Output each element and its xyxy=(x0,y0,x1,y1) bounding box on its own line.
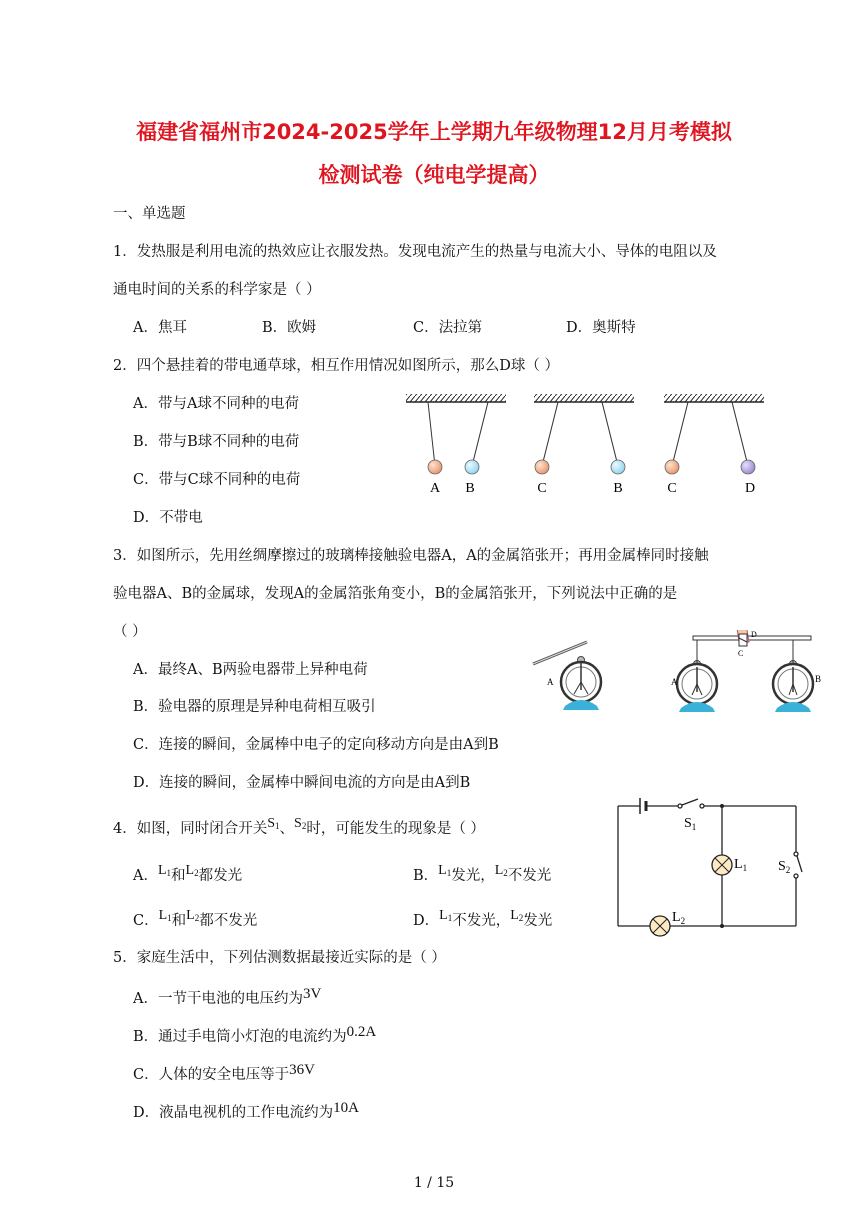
lamp-l2 xyxy=(650,916,670,936)
section-heading: 一、单选题 xyxy=(113,206,186,222)
ball-c xyxy=(535,460,549,474)
q1-stem-line2: 通电时间的关系的科学家是（ ） xyxy=(113,282,321,298)
q4-symbol-s2: $S_2$ xyxy=(294,816,307,831)
q4-option-a: A．$L_1$和$L_2$都发光 xyxy=(133,863,243,884)
label-b2: B xyxy=(613,481,623,496)
q5-option-c: C．人体的安全电压等于36V xyxy=(133,1062,315,1083)
label-l1: $L_1$ xyxy=(734,857,748,873)
q3-option-b: B．验电器的原理是异种电荷相互吸引 xyxy=(133,699,376,715)
q2-option-d: D．不带电 xyxy=(133,510,203,526)
hand-label-d: D xyxy=(751,630,757,639)
electroscope-label-b: B xyxy=(815,674,822,684)
ceiling-group-1 xyxy=(406,394,506,474)
q4-option-b: B．$L_1$发光，$L_2$不发光 xyxy=(413,863,552,884)
q1-option-c: C．法拉第 xyxy=(413,320,483,336)
q1-option-d: D．奥斯特 xyxy=(566,320,636,336)
q4-separator: 、 xyxy=(279,821,295,837)
lamp-l1 xyxy=(712,855,732,875)
ball-c2 xyxy=(665,460,679,474)
q3-stem-line3: （ ） xyxy=(113,624,147,640)
electroscope-label-a2: A xyxy=(671,677,678,687)
q3-option-c: C．连接的瞬间，金属棒中电子的定向移动方向是由A到B xyxy=(133,737,499,753)
q4-circuit-diagram xyxy=(610,790,810,938)
q2-stem: 2．四个悬挂着的带电通草球，相互作用情况如图所示，那么D球（ ） xyxy=(113,358,559,374)
q5-option-a: A．一节干电池的电压约为3V xyxy=(133,986,322,1007)
q2-pith-balls-figure xyxy=(400,390,770,500)
q4-option-d: D．$L_1$不发光，$L_2$发光 xyxy=(413,908,553,929)
document-title-line2: 检测试卷（纯电学提高） xyxy=(318,163,550,187)
q3-stem-line2: 验电器A、B的金属球，发现A的金属箔张角变小，B的金属箔张开，下列说法中正确的是 xyxy=(113,586,678,602)
ball-a xyxy=(428,460,442,474)
electroscopes-connected xyxy=(671,630,821,712)
label-c: C xyxy=(537,481,547,496)
label-d: D xyxy=(744,481,756,496)
document-title-line1: 福建省福州市2024-2025学年上学期九年级物理12月月考模拟 xyxy=(136,120,732,144)
q4-option-c: C．$L_1$和$L_2$都不发光 xyxy=(133,908,258,929)
q3-option-d: D．连接的瞬间，金属棒中瞬间电流的方向是由A到B xyxy=(133,775,471,791)
ball-b2 xyxy=(611,460,625,474)
label-s2: $S_2$ xyxy=(778,859,791,875)
q4-stem-part2: 时，可能发生的现象是（ ） xyxy=(306,821,485,837)
label-l2: $L_2$ xyxy=(672,910,686,926)
q3-stem-line1: 3．如图所示，先用丝绸摩擦过的玻璃棒接触验电器A，A的金属箔张开；再用金属棒同时接触 xyxy=(113,548,709,564)
electroscope-label-a: A xyxy=(547,677,554,687)
label-c2: C xyxy=(667,481,677,496)
q5-option-d: D．液晶电视机的工作电流约为10A xyxy=(133,1100,359,1121)
q5-stem: 5．家庭生活中，下列估测数据最接近实际的是（ ） xyxy=(113,950,446,966)
ceiling-group-3 xyxy=(664,394,764,474)
q2-option-a: A．带与A球不同种的电荷 xyxy=(133,396,299,412)
label-s1: $S_1$ xyxy=(684,816,697,832)
q4-stem-part1: 4．如图，同时闭合开关 xyxy=(113,821,268,837)
label-a: A xyxy=(429,481,441,496)
q5-option-b: B．通过手电筒小灯泡的电流约为0.2A xyxy=(133,1024,377,1045)
ball-d xyxy=(741,460,755,474)
ball-b xyxy=(465,460,479,474)
q4-symbol-s1: $S_1$ xyxy=(267,816,280,831)
q3-option-a: A．最终A、B两验电器带上异种电荷 xyxy=(133,662,368,678)
label-b: B xyxy=(465,481,475,496)
ceiling-group-2 xyxy=(534,394,634,474)
q2-option-b: B．带与B球不同种的电荷 xyxy=(133,434,300,450)
q2-option-c: C．带与C球不同种的电荷 xyxy=(133,472,301,488)
q1-stem-line1: 1．发热服是利用电流的热效应让衣服发热。发现电流产生的热量与电流大小、导体的电阻以及 xyxy=(113,244,717,260)
rod-label-c: C xyxy=(738,649,744,658)
q4-stem xyxy=(113,816,485,842)
q1-option-b: B．欧姆 xyxy=(262,320,317,336)
q1-option-a: A．焦耳 xyxy=(133,320,187,336)
electroscope-a-with-rod xyxy=(533,642,601,710)
page-number: 1 / 15 xyxy=(413,1175,455,1191)
q3-electroscope-figure xyxy=(525,630,830,715)
